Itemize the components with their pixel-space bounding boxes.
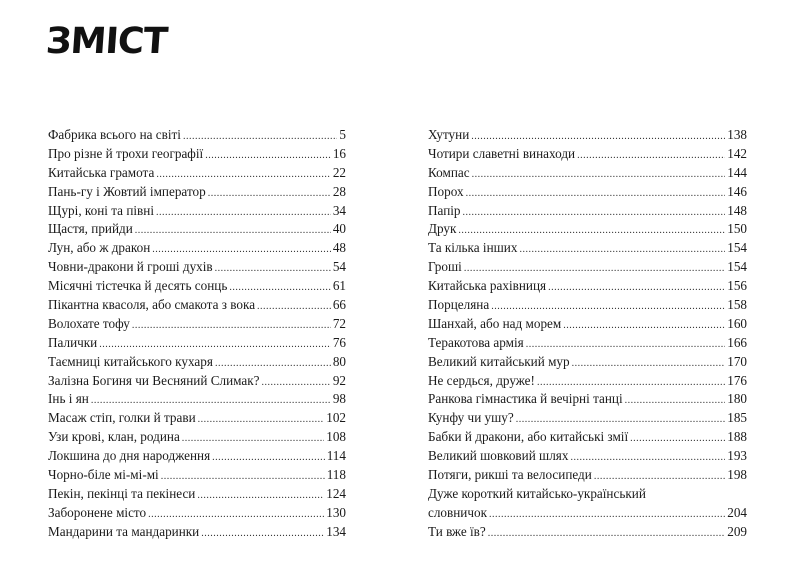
toc-entry[interactable] — [48, 145, 346, 164]
toc-entry-title: Чорно-біле мі-мі-мі — [48, 467, 159, 483]
toc-entry[interactable] — [428, 447, 747, 466]
leader-dots — [466, 185, 726, 204]
toc-entry-page: 158 — [727, 297, 747, 313]
toc-entry-page: 61 — [332, 278, 346, 294]
toc-entry[interactable] — [48, 334, 346, 353]
toc-entry-page: 150 — [727, 221, 747, 237]
toc-entry-page: 124 — [326, 485, 346, 501]
toc-entry[interactable] — [48, 390, 346, 409]
toc-entry-page: 142 — [727, 145, 747, 161]
leader-dots — [463, 204, 726, 223]
page-title: ЗМІСТ — [44, 21, 169, 62]
toc-entry[interactable] — [428, 428, 747, 447]
toc-entry[interactable] — [428, 523, 747, 542]
toc-entry-page: 209 — [727, 523, 747, 539]
toc-entry-title: Чотири славетні винаходи — [428, 145, 576, 161]
toc-entry-page: 114 — [326, 448, 346, 464]
toc-entry[interactable] — [48, 258, 346, 277]
leader-dots — [519, 241, 725, 260]
leader-dots — [201, 525, 324, 544]
toc-entry-page: 185 — [727, 410, 747, 426]
toc-entry[interactable] — [48, 447, 346, 466]
toc-entry-title: Компас — [428, 164, 470, 180]
toc-entry-title: Узи крові, клан, родина — [48, 429, 180, 445]
toc-entry[interactable] — [428, 315, 747, 334]
toc-entry-page: 16 — [332, 145, 346, 161]
toc-entry-title: Локшина до дня народження — [48, 448, 211, 464]
toc-entry-page: 48 — [332, 240, 346, 256]
leader-dots — [198, 411, 325, 430]
toc-entry-title: Дуже короткий китайсько-український — [428, 485, 646, 501]
toc-entry-title: Та кілька інших — [428, 240, 518, 256]
toc-entry-page: 154 — [727, 259, 747, 275]
toc-entry-page: 28 — [332, 183, 346, 199]
toc-entry-page: 180 — [727, 391, 747, 407]
toc-entry[interactable] — [48, 504, 346, 523]
toc-entry-page: 148 — [727, 202, 747, 218]
toc-entry-title: Не сердься, друже! — [428, 372, 535, 388]
toc-entry-page: 156 — [727, 278, 747, 294]
toc-entry[interactable] — [428, 485, 747, 523]
toc-entry-page: 118 — [326, 467, 346, 483]
toc-entry-page: 54 — [332, 259, 346, 275]
leader-dots — [215, 260, 331, 279]
toc-entry-title: Китайська грамота — [48, 164, 155, 180]
toc-entry-page: 98 — [332, 391, 346, 407]
toc-entry-title: Друк — [428, 221, 457, 237]
toc-entry-title: Човни-дракони й гроші духів — [48, 259, 213, 275]
toc-entry[interactable] — [48, 239, 346, 258]
toc-entry-title: Гроші — [428, 259, 462, 275]
toc-entry[interactable] — [428, 334, 747, 353]
toc-entry[interactable] — [428, 296, 747, 315]
toc-entry-title: Заборонене місто — [48, 504, 147, 520]
toc-entry[interactable] — [48, 183, 346, 202]
toc-entry-page: 130 — [326, 504, 346, 520]
toc-entry-title: Кунфу чи ушу? — [428, 410, 514, 426]
toc-entry-page: 176 — [727, 372, 747, 388]
toc-entry[interactable] — [48, 466, 346, 485]
toc-entry-title: Щастя, прийди — [48, 221, 133, 237]
leader-dots — [212, 449, 325, 468]
toc-entry-page: 5 — [339, 127, 346, 142]
toc-entry[interactable] — [428, 239, 747, 258]
toc-entry[interactable] — [48, 372, 346, 391]
toc-entry[interactable] — [48, 485, 346, 504]
leader-dots — [625, 392, 726, 411]
toc-entry-page: 92 — [332, 372, 346, 388]
toc-entry[interactable] — [428, 258, 747, 277]
leader-dots — [630, 430, 725, 449]
toc-entry[interactable] — [428, 183, 747, 202]
toc-entry-page: 146 — [727, 183, 747, 199]
toc-entry-title: Масаж стіп, голки й трави — [48, 410, 196, 426]
toc-entry[interactable] — [428, 372, 747, 391]
toc-entry-title: Порох — [428, 183, 464, 199]
toc-entry-page: 160 — [727, 315, 747, 331]
leader-dots — [183, 128, 337, 147]
toc-entry[interactable] — [48, 164, 346, 183]
toc-entry-page: 144 — [727, 164, 747, 180]
toc-right-column — [428, 126, 747, 542]
toc-entry-page: 34 — [332, 202, 346, 218]
leader-dots — [489, 506, 725, 525]
toc-entry[interactable] — [48, 296, 346, 315]
toc-entry-title: Палички — [48, 334, 98, 350]
toc-left-column — [48, 126, 346, 542]
toc-entry[interactable] — [48, 277, 346, 296]
toc-entry[interactable] — [428, 164, 747, 183]
leader-dots — [577, 147, 725, 166]
toc-entry-page: 22 — [332, 164, 346, 180]
leader-dots — [257, 298, 331, 317]
toc-entry-page: 204 — [727, 504, 747, 520]
toc-entry[interactable] — [48, 202, 346, 221]
toc-entry[interactable] — [428, 202, 747, 221]
toc-entry-title: Великий шовковий шлях — [428, 448, 569, 464]
toc-entry[interactable] — [48, 523, 346, 542]
toc-entry-title: Потяги, рикші та велосипеди — [428, 467, 592, 483]
toc-entry-title: словничок — [428, 504, 488, 520]
toc-entry[interactable] — [48, 409, 346, 428]
toc-entry-title: Фабрика всього на світі — [48, 127, 181, 142]
toc-entry-page: 66 — [332, 297, 346, 313]
leader-dots — [135, 222, 331, 241]
toc-entry-title: Мандарини та мандаринки — [48, 523, 200, 539]
toc-entry-title: Пекін, пекінці та пекінеси — [48, 485, 196, 501]
toc-entry-title: Бабки й дракони, або китайські змії — [428, 429, 629, 445]
toc-entry-page: 188 — [727, 429, 747, 445]
toc-entry[interactable] — [48, 315, 346, 334]
toc-entry-title: Хутуни — [428, 127, 470, 142]
leader-dots — [563, 317, 725, 336]
toc-entry[interactable] — [48, 428, 346, 447]
toc-entry-page: 76 — [332, 334, 346, 350]
toc-entry-title: Ти вже їв? — [428, 523, 486, 539]
toc-entry-page: 138 — [727, 127, 747, 142]
toc-entry-page: 72 — [332, 315, 346, 331]
toc-entry-title: Щурі, коні та півні — [48, 202, 155, 218]
leader-dots — [132, 317, 331, 336]
toc-entry[interactable] — [428, 466, 747, 485]
toc-entry[interactable] — [428, 277, 747, 296]
toc-entry-title: Волохате тофу — [48, 315, 130, 331]
toc-entry-page: 102 — [326, 410, 346, 426]
leader-dots — [208, 185, 331, 204]
toc-entry[interactable] — [428, 409, 747, 428]
toc-entry-page: 193 — [727, 448, 747, 464]
toc-entry-title: Папір — [428, 202, 461, 218]
toc-entry-title: Китайська рахівниця — [428, 278, 547, 294]
toc-entry-page: 108 — [326, 429, 346, 445]
toc-entry[interactable] — [428, 126, 747, 145]
toc-entry-title: Теракотова армія — [428, 334, 524, 350]
toc-entry-title: Порцеляна — [428, 297, 490, 313]
toc-entry[interactable] — [48, 220, 346, 239]
leader-dots — [572, 355, 726, 374]
leader-dots — [472, 166, 726, 185]
leader-dots — [156, 204, 331, 223]
toc-entry-title: Пань-гу і Жовтий імператор — [48, 183, 206, 199]
toc-entry-title: Залізна Богиня чи Весняний Слимак? — [48, 372, 260, 388]
toc-entry-title: Шанхай, або над морем — [428, 315, 562, 331]
toc-entry-title: Пікантна квасоля, або смакота з вока — [48, 297, 256, 313]
toc-entry-title: Інь і ян — [48, 391, 89, 407]
toc-entry[interactable] — [48, 353, 346, 372]
toc-entry-page: 134 — [326, 523, 346, 539]
toc-entry-page: 170 — [727, 353, 747, 369]
leader-dots — [570, 449, 725, 468]
toc-entry-title: Про різне й трохи географії — [48, 145, 204, 161]
toc-entry-title: Великий китайський мур — [428, 353, 570, 369]
toc-entry-title: Ранкова гімнастика й вечірні танці — [428, 391, 623, 407]
toc-entry-title: Таємниці китайського кухаря — [48, 353, 213, 369]
toc-entry[interactable] — [428, 220, 747, 239]
toc-entry[interactable] — [428, 353, 747, 372]
leader-dots — [262, 374, 331, 393]
toc-entry-page: 166 — [727, 334, 747, 350]
toc-entry[interactable] — [48, 126, 346, 145]
toc-entry-title: Лун, або ж дракон — [48, 240, 151, 256]
toc-entry-page: 154 — [727, 240, 747, 256]
toc-entry-page: 198 — [727, 467, 747, 483]
leader-dots — [197, 487, 324, 506]
toc-entry[interactable] — [428, 145, 747, 164]
leader-dots — [205, 147, 331, 166]
leader-dots — [488, 525, 725, 544]
toc-entry-page: 40 — [332, 221, 346, 237]
toc-entry-title: Місячні тістечка й десять сонць — [48, 278, 228, 294]
toc-entry[interactable] — [428, 390, 747, 409]
toc-entry-page: 80 — [332, 353, 346, 369]
leader-dots — [548, 279, 725, 298]
